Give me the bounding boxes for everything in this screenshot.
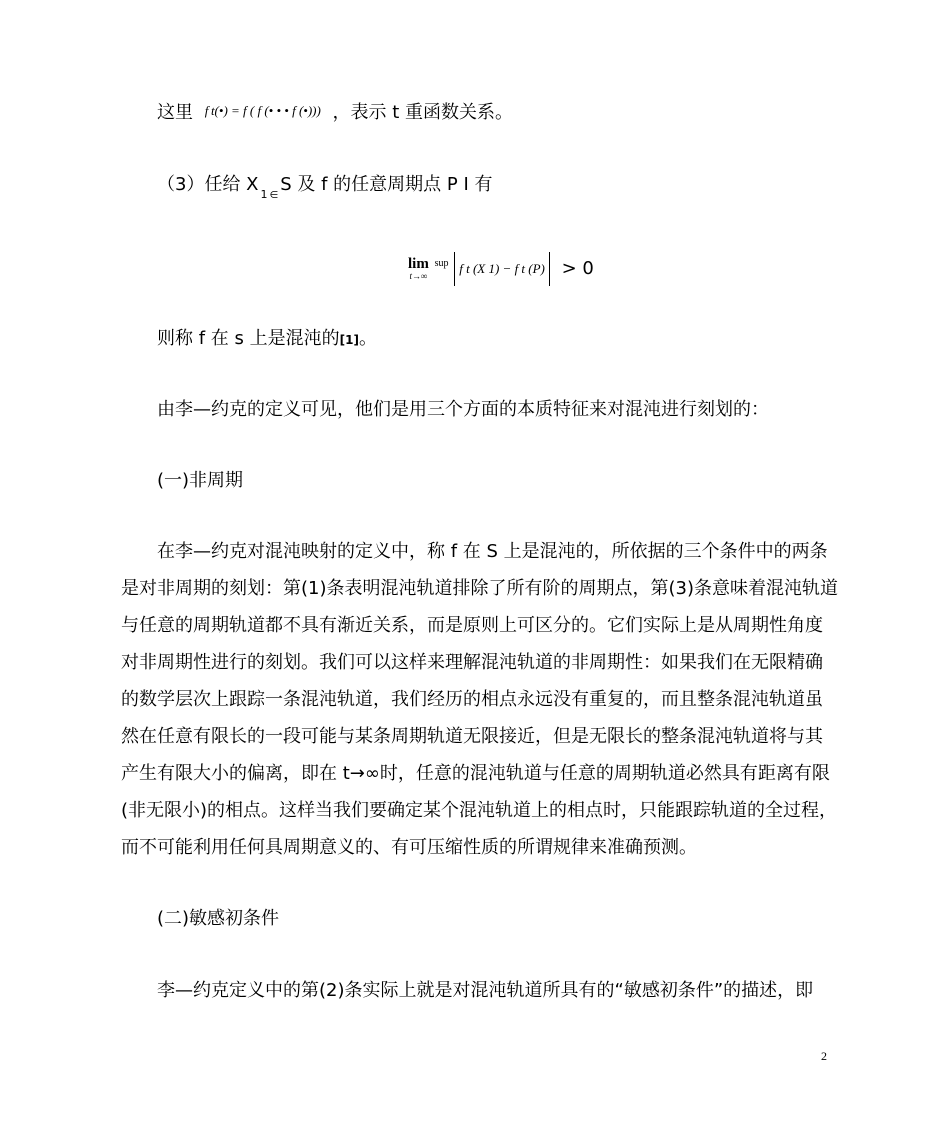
section-heading-2: (二)敏感初条件 bbox=[157, 908, 280, 929]
text-line-2 bbox=[157, 173, 493, 208]
limit-subscript: t→∞ bbox=[409, 271, 428, 281]
formula-rhs: > 0 bbox=[561, 258, 594, 279]
para1-line-6: 然在任意有限长的一段可能与某条周期轨道无限接近，但是无限长的整条混沌轨道将与其 bbox=[121, 726, 823, 747]
limit-formula bbox=[408, 247, 594, 286]
page-number: 2 bbox=[821, 1049, 827, 1063]
line1-suffix: ，表示 t 重函数关系。 bbox=[332, 102, 514, 123]
para1-line-3: 与任意的周期轨道都不具有渐近关系，而是原则上可区分的。它们实际上是从周期性角度 bbox=[121, 615, 823, 636]
element-of-symbol: ∈ bbox=[269, 190, 279, 201]
sup-label: sup bbox=[434, 258, 449, 269]
para1-line-8: (非无限小)的相点。这样当我们要确定某个混沌轨道上的相点时，只能跟踪轨道的全过程， bbox=[121, 800, 838, 821]
line3-tail: 。 bbox=[358, 328, 377, 349]
line2-subscript: 1 bbox=[260, 188, 268, 201]
para1-line-7: 产生有限大小的偏离，即在 t→∞时，任意的混沌轨道与任意的周期轨道必然具有距离有限 bbox=[121, 763, 830, 784]
line3-text: 则称 f 在 s 上是混沌的 bbox=[157, 328, 340, 349]
para1-line-4: 对非周期性进行的刻划。我们可以这样来理解混沌轨道的非周期性：如果我们在无限精确 bbox=[121, 652, 823, 673]
text-line-1 bbox=[157, 99, 513, 125]
text-line-4: 由李—约克的定义可见，他们是用三个方面的本质特征来对混沌进行刻划的： bbox=[157, 399, 769, 420]
text-line-3 bbox=[157, 327, 377, 352]
composition-formula: f t(•) = f ( f (• • • f (•))) bbox=[204, 103, 321, 118]
para1-line-9: 而不可能利用任何具周期意义的、有可压缩性质的所谓规律来准确预测。 bbox=[121, 837, 697, 858]
line2-prefix: （3）任给 X bbox=[157, 174, 259, 195]
citation-ref: [1] bbox=[339, 333, 359, 347]
para1-line-1: 在李—约克对混沌映射的定义中，称 f 在 S 上是混沌的，所依据的三个条件中的两条 bbox=[157, 541, 828, 562]
absolute-value-expression: f t (X 1) − f t (P) bbox=[454, 252, 550, 286]
limit-operator bbox=[408, 257, 429, 281]
para1-line-5: 的数学层次上跟踪一条混沌轨道，我们经历的相点永远没有重复的，而且整条混沌轨道虽 bbox=[121, 689, 823, 710]
line2-suffix: S 及 f 的任意周期点 P I 有 bbox=[280, 174, 493, 195]
para1-line-2: 是对非周期的刻划：第(1)条表明混沌轨道排除了所有阶的周期点，第(3)条意味着混沌轨道 bbox=[121, 578, 838, 599]
line1-prefix: 这里 bbox=[157, 102, 193, 123]
limit-label: lim bbox=[408, 256, 429, 272]
para2-line-1: 李—约克定义中的第(2)条实际上就是对混沌轨道所具有的“敏感初条件”的描述，即 bbox=[157, 980, 814, 1001]
section-heading-1: (一)非周期 bbox=[157, 470, 244, 491]
